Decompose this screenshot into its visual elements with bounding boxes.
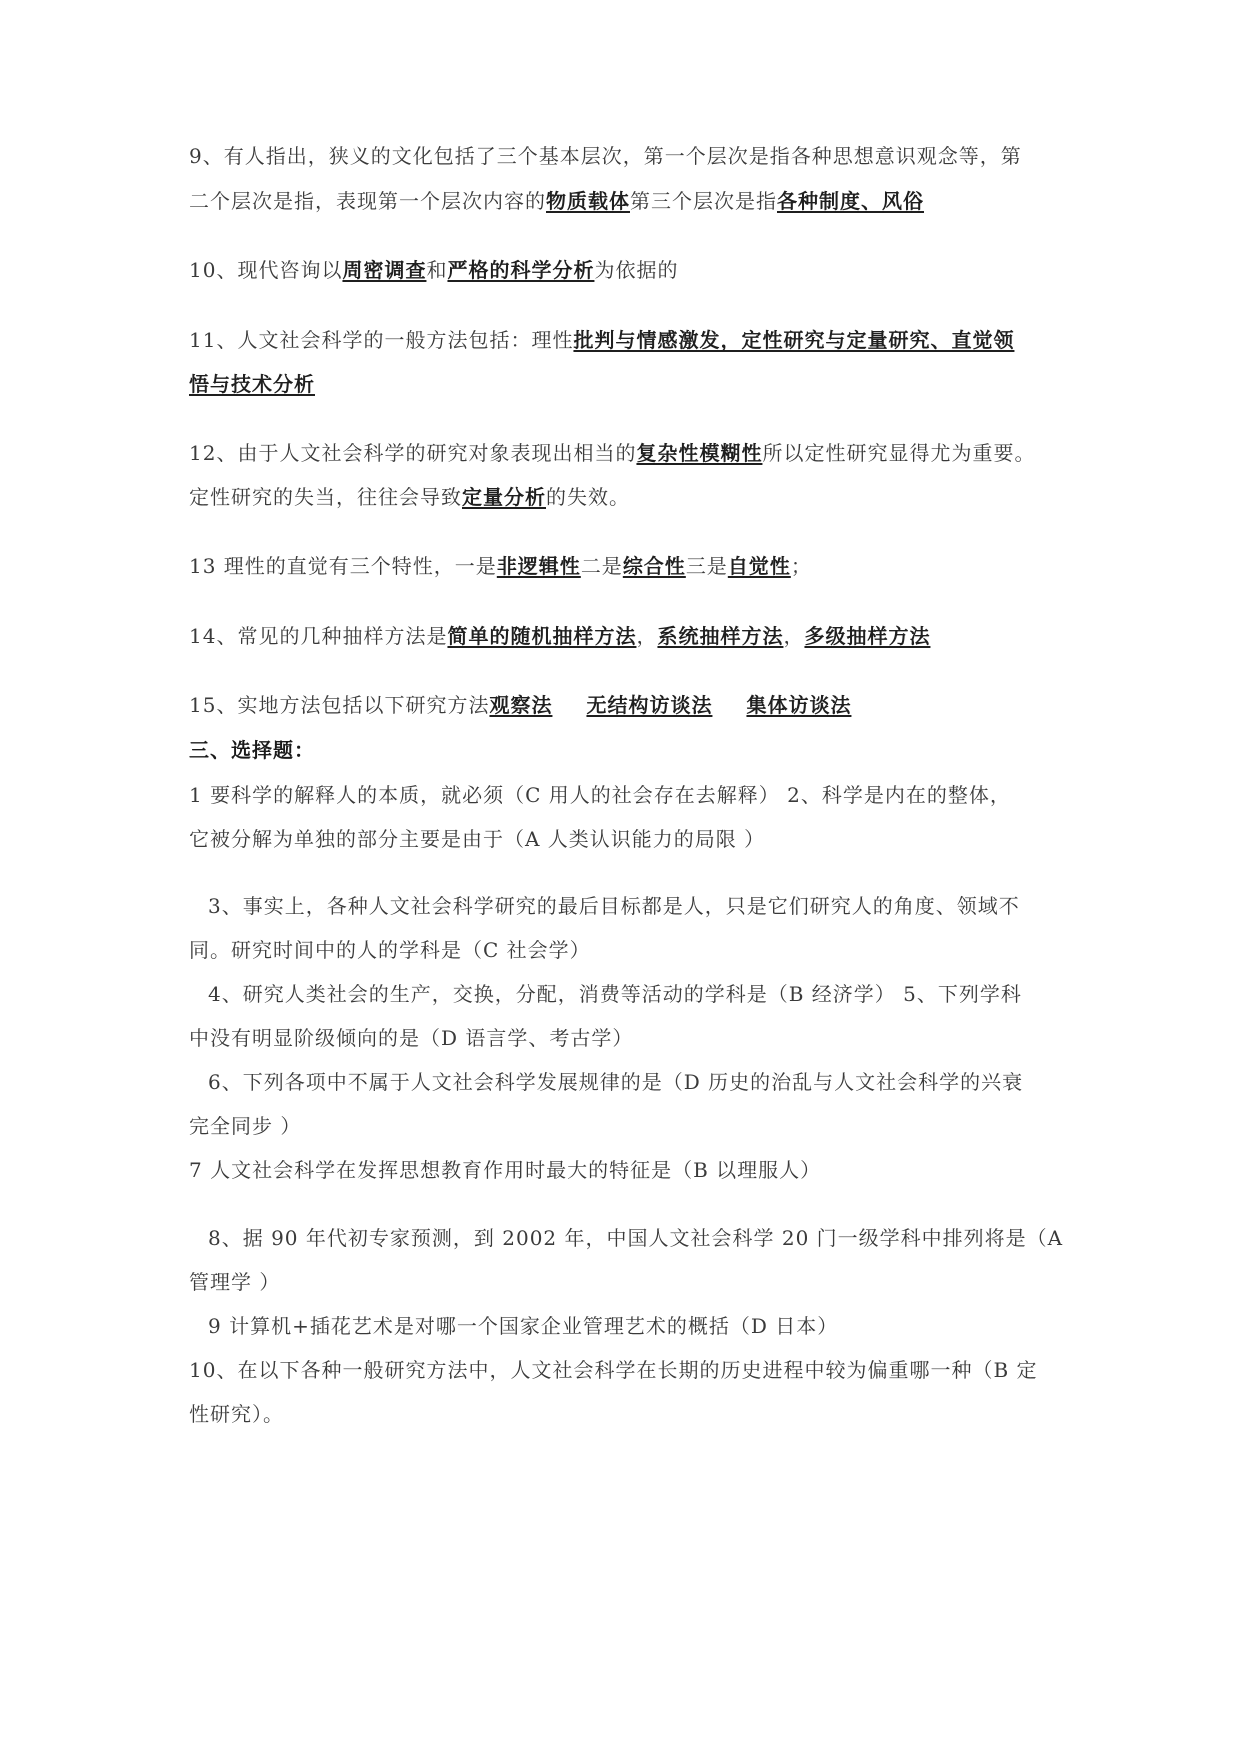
question-14-text: ， bbox=[783, 624, 805, 648]
question-14-text: ， bbox=[636, 624, 658, 648]
question-12-text: 所以定性研究显得尤为重要。 bbox=[762, 441, 1036, 465]
choice-7-line: 7 人文社会科学在发挥思想教育作用时最大的特征是（B 以理服人） bbox=[189, 1158, 822, 1182]
choice-10-line-1: 10、在以下各种一般研究方法中，人文社会科学在长期的历史进程中较为偏重哪一种（B 定 bbox=[189, 1358, 1038, 1382]
question-14-text: 14、常见的几种抽样方法是 bbox=[189, 624, 448, 648]
answer-blank: 定量分析 bbox=[462, 485, 546, 509]
choice-1-line-2: 它被分解为单独的部分主要是由于（A 人类认识能力的局限 ） bbox=[189, 827, 766, 851]
question-13-text: 三是 bbox=[685, 554, 728, 578]
choice-4-line-2: 中没有明显阶级倾向的是（D 语言学、考古学） bbox=[189, 1026, 634, 1050]
answer-blank: 综合性 bbox=[622, 554, 686, 578]
question-15-text: 15、实地方法包括以下研究方法 bbox=[189, 693, 490, 717]
question-14-line bbox=[189, 623, 930, 649]
question-11-line-2 bbox=[189, 371, 315, 397]
choice-8-line-1: 8、据 90 年代初专家预测，到 2002 年，中国人文社会科学 20 门一级学科中排列将是（A bbox=[208, 1226, 1064, 1250]
answer-blank: 复杂性模糊性 bbox=[636, 441, 763, 465]
answer-blank: 非逻辑性 bbox=[496, 554, 581, 578]
question-10-text: 为依据的 bbox=[594, 258, 679, 282]
question-9-line-1 bbox=[189, 143, 1022, 169]
answer-blank: 严格的科学分析 bbox=[447, 258, 595, 282]
choice-4-line-1: 4、研究人类社会的生产，交换，分配，消费等活动的学科是（B 经济学） 5、下列学科 bbox=[208, 982, 1022, 1006]
question-10-text: 10、现代咨询以 bbox=[189, 258, 343, 282]
choice-10-line-2: 性研究）。 bbox=[189, 1402, 284, 1426]
choice-9-line: 9 计算机+插花艺术是对哪一个国家企业管理艺术的概括（D 日本） bbox=[208, 1314, 839, 1338]
question-13-text: 二是 bbox=[580, 554, 623, 578]
choice-1-line-1: 1 要科学的解释人的本质，就必须（C 用人的社会存在去解释） 2、科学是内在的整体， bbox=[189, 783, 1011, 807]
answer-blank: 集体访谈法 bbox=[746, 693, 852, 717]
question-10-line bbox=[189, 257, 678, 283]
answer-blank: 批判与情感激发，定性研究与定量研究、直觉领 bbox=[573, 328, 1015, 352]
question-9-text: 二个层次是指，表现第一个层次内容的 bbox=[189, 189, 546, 213]
question-9-line-2 bbox=[189, 188, 924, 214]
question-13-text: 13 理性的直觉有三个特性，一是 bbox=[189, 554, 497, 578]
answer-blank: 简单的随机抽样方法 bbox=[447, 624, 637, 648]
question-12-line-2 bbox=[189, 484, 630, 510]
question-13-text: ； bbox=[790, 554, 812, 578]
choice-6-line-1: 6、下列各项中不属于人文社会科学发展规律的是（D 历史的治乱与人文社会科学的兴衰 bbox=[208, 1070, 1024, 1094]
question-9-text: 9、有人指出，狭义的文化包括了三个基本层次，第一个层次是指各种思想意识观念等，第 bbox=[189, 144, 1022, 168]
choice-3-line-2: 同。研究时间中的人的学科是（C 社会学） bbox=[189, 938, 591, 962]
answer-blank: 悟与技术分析 bbox=[189, 372, 315, 396]
answer-blank: 自觉性 bbox=[727, 554, 791, 578]
question-11-text: 11、人文社会科学的一般方法包括：理性 bbox=[189, 328, 574, 352]
question-11-line-1 bbox=[189, 327, 1014, 353]
answer-blank: 各种制度、风俗 bbox=[777, 189, 924, 213]
answer-blank: 周密调查 bbox=[342, 258, 427, 282]
question-12-text: 12、由于人文社会科学的研究对象表现出相当的 bbox=[189, 441, 637, 465]
section-heading: 三、选择题： bbox=[189, 738, 315, 762]
question-12-line-1 bbox=[189, 440, 1035, 466]
choice-8-line-2: 管理学 ） bbox=[189, 1270, 281, 1294]
question-12-text: 的失效。 bbox=[546, 485, 630, 509]
answer-blank: 观察法 bbox=[489, 693, 553, 717]
choice-3-line-1: 3、事实上，各种人文社会科学研究的最后目标都是人，只是它们研究人的角度、领域不 bbox=[208, 894, 1020, 918]
answer-blank: 系统抽样方法 bbox=[657, 624, 784, 648]
question-10-text: 和 bbox=[426, 258, 448, 282]
answer-blank: 物质载体 bbox=[546, 189, 630, 213]
question-13-line bbox=[189, 553, 812, 579]
choice-6-line-2: 完全同步 ） bbox=[189, 1114, 302, 1138]
answer-blank: 无结构访谈法 bbox=[586, 693, 713, 717]
question-15-line bbox=[189, 692, 851, 718]
answer-blank: 多级抽样方法 bbox=[804, 624, 931, 648]
question-12-text: 定性研究的失当，往往会导致 bbox=[189, 485, 462, 509]
question-9-text: 第三个层次是指 bbox=[630, 189, 777, 213]
